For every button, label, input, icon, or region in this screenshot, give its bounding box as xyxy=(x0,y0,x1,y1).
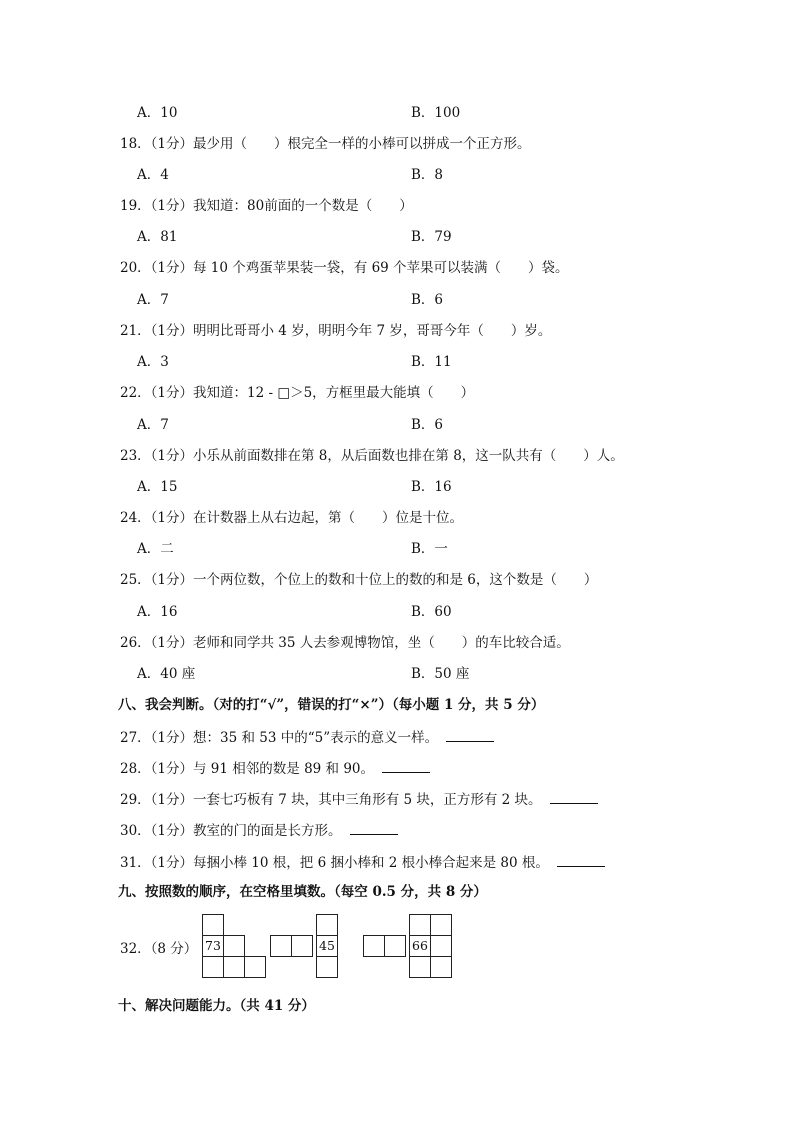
grid-value-66: 66 xyxy=(412,938,428,953)
q20-option-b: B．6 xyxy=(411,292,444,308)
grid-cell[interactable] xyxy=(244,956,266,978)
q24-option-b: B．一 xyxy=(411,541,448,557)
grid-cell[interactable] xyxy=(384,935,406,957)
q17-option-b: B．100 xyxy=(411,105,461,121)
q24-option-a: A．二 xyxy=(137,541,174,557)
grid-cell[interactable] xyxy=(363,935,385,957)
question-21: 21．（1分）明明比哥哥小 4 岁，明明今年 7 岁，哥哥今年（ ）岁。 xyxy=(120,323,552,339)
question-20: 20．（1分）每 10 个鸡蛋苹果装一袋，有 69 个苹果可以装满（ ）袋。 xyxy=(120,260,569,276)
question-23: 23．（1分）小乐从前面数排在第 8，从后面数也排在第 8，这一队共有（ ）人。 xyxy=(120,448,624,464)
q21-option-b: B．11 xyxy=(411,354,452,370)
answer-blank-29[interactable] xyxy=(550,790,598,804)
q22-option-a: A．7 xyxy=(137,417,169,433)
q23-option-b: B．16 xyxy=(411,479,452,495)
answer-blank-30[interactable] xyxy=(350,821,398,835)
answer-blank-27[interactable] xyxy=(446,728,494,742)
grid-value-73: 73 xyxy=(205,938,221,953)
grid-value-45: 45 xyxy=(319,938,335,953)
q17-option-a: A．10 xyxy=(137,105,178,121)
q18-option-b: B．8 xyxy=(411,167,444,183)
grid-cell[interactable] xyxy=(316,914,338,936)
answer-blank-31[interactable] xyxy=(557,853,605,867)
grid-cell[interactable] xyxy=(202,956,224,978)
question-22: 22．（1分）我知道：12 - □＞5，方框里最大能填（ ） xyxy=(120,385,475,401)
q18-option-a: A．4 xyxy=(137,167,169,183)
question-24: 24．（1分）在计数器上从右边起，第（ ）位是十位。 xyxy=(120,510,464,526)
q25-option-a: A．16 xyxy=(137,604,178,620)
grid-cell[interactable] xyxy=(270,935,292,957)
q26-option-a: A．40 座 xyxy=(137,666,196,682)
grid-cell[interactable] xyxy=(291,935,313,957)
number-grid xyxy=(200,914,460,984)
q21-option-a: A．3 xyxy=(137,354,169,370)
grid-cell-66 xyxy=(409,935,431,957)
grid-cell-45 xyxy=(316,935,338,957)
question-30 xyxy=(120,821,398,840)
q22-option-b: B．6 xyxy=(411,417,444,433)
grid-cell[interactable] xyxy=(202,914,224,936)
question-25: 25．（1分）一个两位数，个位上的数和十位上的数的和是 6，这个数是（ ） xyxy=(120,572,598,588)
grid-cell[interactable] xyxy=(430,935,452,957)
section-10-title: 十、解决问题能力。（共 41 分） xyxy=(118,998,315,1014)
question-19: 19．（1分）我知道：80前面的一个数是（ ） xyxy=(120,198,413,214)
q25-option-b: B．60 xyxy=(411,604,452,620)
question-32: 32．（8 分） xyxy=(120,941,198,957)
q20-option-a: A．7 xyxy=(137,292,169,308)
question-31 xyxy=(120,853,605,872)
grid-cell[interactable] xyxy=(409,956,431,978)
grid-cell[interactable] xyxy=(409,914,431,936)
question-28-text: 28．（1分）与 91 相邻的数是 89 和 90。 xyxy=(120,761,375,777)
question-27 xyxy=(120,728,494,747)
question-28 xyxy=(120,759,430,778)
question-29-text: 29．（1分）一套七巧板有 7 块，其中三角形有 5 块，正方形有 2 块。 xyxy=(120,792,542,808)
grid-cell[interactable] xyxy=(430,956,452,978)
section-9-title: 九、按照数的顺序，在空格里填数。（每空 0.5 分，共 8 分） xyxy=(118,884,487,900)
q23-option-a: A．15 xyxy=(137,479,178,495)
question-18: 18．（1分）最少用（ ）根完全一样的小棒可以拼成一个正方形。 xyxy=(120,136,531,152)
grid-cell[interactable] xyxy=(430,914,452,936)
question-30-text: 30．（1分）教室的门的面是长方形。 xyxy=(120,823,342,839)
q19-option-b: B．79 xyxy=(411,229,452,245)
question-31-text: 31．（1分）每捆小棒 10 根，把 6 捆小棒和 2 根小棒合起来是 80 根。 xyxy=(120,855,549,871)
answer-blank-28[interactable] xyxy=(382,759,430,773)
grid-cell[interactable] xyxy=(223,935,245,957)
q19-option-a: A．81 xyxy=(137,229,178,245)
question-27-text: 27．（1分）想：35 和 53 中的“5”表示的意义一样。 xyxy=(120,730,439,746)
section-8-title: 八、我会判断。（对的打“√”，错误的打“×”）（每小题 1 分，共 5 分） xyxy=(118,697,545,713)
question-29 xyxy=(120,790,598,809)
question-26: 26．（1分）老师和同学共 35 人去参观博物馆，坐（ ）的车比较合适。 xyxy=(120,635,570,651)
grid-cell[interactable] xyxy=(223,956,245,978)
q26-option-b: B．50 座 xyxy=(411,666,470,682)
grid-cell[interactable] xyxy=(316,956,338,978)
grid-cell-73 xyxy=(202,935,224,957)
